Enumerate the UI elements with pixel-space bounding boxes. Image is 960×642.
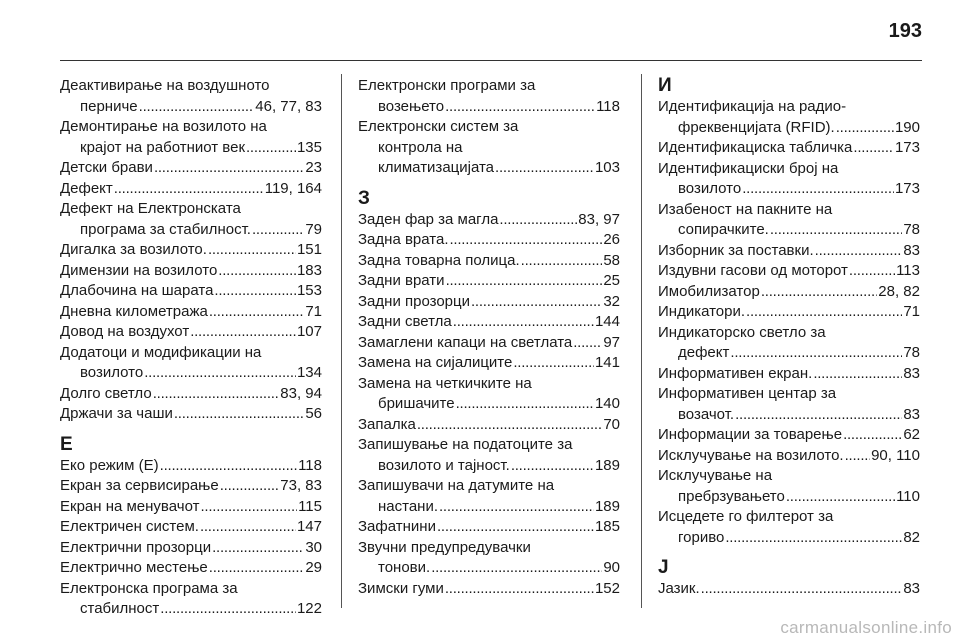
- dot-leader: [725, 528, 902, 549]
- index-entry-text: Длабочина на шарата: [60, 282, 214, 299]
- index-column-2: [358, 76, 620, 599]
- dot-leader: [511, 456, 594, 477]
- index-entry-last-line: [358, 230, 620, 251]
- dot-leader: [214, 281, 296, 302]
- index-entry: [358, 230, 620, 251]
- index-entry-text: гориво: [678, 528, 725, 546]
- index-entry-text: Идентификациска табличка: [658, 139, 853, 156]
- index-entry-text: крајот на работниот век: [80, 138, 245, 156]
- index-entry-text: Задна товарна полица.: [358, 251, 520, 269]
- dot-leader: [220, 476, 280, 497]
- index-page-ref: 113: [896, 262, 920, 279]
- index-entry: [60, 240, 322, 261]
- dot-leader: [813, 364, 902, 385]
- index-entry: [358, 292, 620, 313]
- index-entry-last-line: [60, 281, 322, 302]
- index-page-ref: 152: [594, 579, 620, 597]
- index-entry: [358, 76, 620, 117]
- index-page-ref: 71: [903, 303, 920, 320]
- dot-leader: [843, 425, 902, 446]
- index-entry-last-line: [60, 97, 322, 118]
- index-page-ref: 115: [298, 497, 322, 515]
- index-entry-text: пребрзувањето: [678, 487, 785, 505]
- index-page-ref: 23: [305, 159, 322, 176]
- index-entry-text: Задни врати: [358, 272, 445, 289]
- index-page-ref: 56: [305, 405, 322, 422]
- index-entry-text: Индикатори.: [658, 303, 746, 320]
- index-entry-last-line: [658, 220, 920, 241]
- index-entry-text: Издувни гасови од моторот: [658, 262, 848, 279]
- index-page-ref: 71: [305, 302, 322, 320]
- index-entry-last-line: [358, 415, 620, 436]
- dot-leader: [160, 456, 297, 477]
- index-page-ref: 83: [903, 580, 920, 597]
- dot-leader: [417, 415, 602, 436]
- index-entry: [658, 261, 920, 282]
- index-entry-text: Исклучување на: [658, 467, 773, 484]
- index-page-ref: 90: [603, 559, 620, 576]
- index-entry-last-line: [60, 384, 322, 405]
- index-entry-last-line: [60, 240, 322, 261]
- dot-leader: [190, 322, 296, 343]
- index-entry: [60, 302, 322, 323]
- index-entry-last-line: [60, 261, 322, 282]
- dot-leader: [815, 241, 903, 262]
- index-page-ref: 29: [305, 559, 322, 576]
- index-page-ref: 83: [903, 405, 920, 423]
- index-entry: [60, 117, 322, 158]
- index-entry-text: Зафатнини: [358, 518, 436, 535]
- index-entry-last-line: [60, 302, 322, 323]
- dot-leader: [445, 579, 594, 600]
- index-letter-heading: Е: [60, 433, 73, 455]
- index-entry-text: Исклучување на возилото.: [658, 446, 844, 464]
- index-page-ref: 118: [596, 97, 620, 115]
- index-letter-heading: И: [658, 75, 672, 96]
- index-entry-text: возачот.: [678, 405, 735, 423]
- index-entry: [60, 199, 322, 240]
- index-entry-text: Електрични прозорци: [60, 538, 212, 556]
- index-entry-text: Димензии на возилото: [60, 261, 218, 279]
- index-entry-text: Задни прозорци: [358, 292, 470, 310]
- index-entry-text: Информативен центар за: [658, 385, 837, 402]
- index-entry-text: Електрично местење: [60, 559, 208, 576]
- dot-leader: [200, 517, 296, 538]
- index-entry-text: Електронски систем за: [358, 118, 519, 135]
- dot-leader: [499, 210, 577, 231]
- index-entry-last-line: [358, 210, 620, 231]
- dot-leader: [208, 240, 296, 261]
- dot-leader: [446, 271, 603, 292]
- index-entry-text: фреквенцијата (RFID).: [678, 118, 835, 136]
- index-entry: [60, 456, 322, 477]
- index-entry-last-line: [358, 558, 620, 579]
- index-entry-text: Запалка: [358, 415, 416, 433]
- dot-leader: [445, 97, 595, 118]
- index-entry-text: тонови.: [378, 559, 431, 576]
- index-entry-last-line: [658, 138, 920, 159]
- index-entry: [658, 384, 920, 425]
- index-entry-text: Запишување на податоците за: [358, 436, 573, 453]
- dot-leader: [114, 179, 264, 200]
- watermark: carmanualsonline.info: [780, 618, 952, 637]
- index-entry: [358, 117, 620, 179]
- index-entry: [658, 200, 920, 241]
- index-entry-text: Електронски програми за: [358, 77, 536, 94]
- index-letter-heading: З: [358, 187, 370, 209]
- index-entry-text: Изборник за поставки.: [658, 241, 814, 259]
- index-page-ref: 153: [296, 282, 322, 299]
- dot-leader: [431, 558, 602, 579]
- index-entry-last-line: [60, 363, 322, 384]
- column-divider: [641, 74, 642, 608]
- index-page-ref: 144: [594, 313, 620, 330]
- dot-leader: [252, 220, 304, 241]
- index-entry: [658, 97, 920, 138]
- index-entry-last-line: [658, 343, 920, 364]
- index-entry: [60, 579, 322, 620]
- dot-leader: [735, 405, 902, 426]
- index-entry: [658, 579, 920, 600]
- index-page-ref: 46, 77, 83: [255, 97, 322, 115]
- index-entry: [358, 333, 620, 354]
- index-entry: [60, 179, 322, 200]
- index-entry-text: Дефект: [60, 179, 113, 197]
- index-entry: [60, 158, 322, 179]
- index-entry: [60, 384, 322, 405]
- index-entry: [658, 364, 920, 385]
- dot-leader: [513, 353, 594, 374]
- index-entry-text: Дефект на Електронската: [60, 200, 241, 217]
- index-entry-last-line: [358, 579, 620, 600]
- index-entry: [358, 374, 620, 415]
- index-entry-last-line: [658, 118, 920, 139]
- index-entry-last-line: [60, 220, 322, 241]
- index-entry-text: Демонтирање на возилото на: [60, 118, 267, 135]
- dot-leader: [742, 179, 894, 200]
- dot-leader: [449, 230, 602, 251]
- index-entry-text: стабилност: [80, 600, 160, 617]
- index-page-ref: 83: [903, 364, 920, 382]
- index-entry-last-line: [658, 179, 920, 200]
- index-entry-last-line: [358, 394, 620, 415]
- dot-leader: [495, 158, 594, 179]
- index-entry-last-line: [658, 241, 920, 262]
- dot-leader: [849, 261, 895, 282]
- index-page-ref: 173: [894, 139, 920, 156]
- dot-leader: [139, 97, 255, 118]
- dot-leader: [246, 138, 296, 159]
- index-page-ref: 30: [305, 538, 322, 556]
- index-entry: [60, 476, 322, 497]
- index-entry-last-line: [60, 138, 322, 159]
- index-page-ref: 90, 110: [871, 446, 920, 464]
- index-entry: [658, 302, 920, 323]
- index-entry-text: Дневна километража: [60, 302, 208, 320]
- index-entry-last-line: [60, 599, 322, 620]
- index-page-ref: 28, 82: [878, 282, 920, 300]
- index-page-ref: 122: [296, 600, 322, 617]
- index-entry: [658, 466, 920, 507]
- index-column-3: [658, 76, 920, 600]
- index-page-ref: 134: [296, 364, 322, 381]
- index-entry-text: дефект: [678, 344, 730, 361]
- index-entry-last-line: [358, 158, 620, 179]
- index-page-ref: 62: [903, 426, 920, 443]
- index-entry-last-line: [358, 312, 620, 333]
- index-entry-text: Дигалка за возилото.: [60, 241, 207, 258]
- dot-leader: [761, 282, 877, 303]
- index-entry-text: Екран на менувачот: [60, 497, 200, 515]
- index-page-ref: 107: [296, 323, 322, 340]
- index-entry-text: Звучни предупредувачки: [358, 538, 531, 556]
- index-entry-text: Информации за товарење: [658, 426, 843, 443]
- index-entry-text: Деактивирање на воздушното: [60, 77, 270, 94]
- index-entry: [60, 343, 322, 384]
- index-entry-last-line: [60, 158, 322, 179]
- index-entry-text: перниче: [80, 97, 138, 115]
- index-entry-text: сопирачките.: [678, 221, 769, 238]
- dot-leader: [456, 394, 594, 415]
- index-entry-text: програма за стабилност.: [80, 220, 251, 238]
- index-entry-last-line: [358, 97, 620, 118]
- index-entry: [60, 538, 322, 559]
- index-entry-text: Индикаторско светло за: [658, 323, 826, 341]
- header-rule: [60, 60, 922, 61]
- index-entry: [658, 425, 920, 446]
- index-entry-text: Долго светло: [60, 384, 152, 402]
- dot-leader: [786, 487, 895, 508]
- dot-leader: [212, 538, 304, 559]
- index-entry-text: Задни светла: [358, 313, 452, 330]
- index-entry-text: бришачите: [378, 395, 455, 412]
- index-entry: [358, 517, 620, 538]
- index-entry-text: возилото и тајност.: [378, 456, 510, 474]
- index-entry-last-line: [358, 292, 620, 313]
- dot-leader: [730, 343, 902, 364]
- dot-leader: [218, 261, 296, 282]
- index-entry-text: Екран за сервисирање: [60, 477, 219, 494]
- index-page-ref: 118: [298, 456, 322, 474]
- index-entry-text: Еко режим (E): [60, 456, 159, 474]
- dot-leader: [154, 158, 304, 179]
- index-entry-last-line: [358, 456, 620, 477]
- index-page-ref: 32: [603, 292, 620, 310]
- index-entry-last-line: [60, 179, 322, 200]
- dot-leader: [437, 517, 594, 538]
- index-entry: [358, 435, 620, 476]
- index-entry: [358, 476, 620, 517]
- index-entry-text: возилото: [80, 364, 144, 381]
- column-divider: [341, 74, 342, 608]
- dot-leader: [471, 292, 602, 313]
- index-page-ref: 70: [603, 415, 620, 433]
- index-entry-last-line: [60, 497, 322, 518]
- index-entry-text: Електричен систем.: [60, 518, 199, 535]
- index-entry-last-line: [60, 558, 322, 579]
- index-page-ref: 82: [903, 528, 920, 546]
- dot-leader: [209, 302, 304, 323]
- index-entry: [60, 76, 322, 117]
- index-entry: [658, 507, 920, 548]
- index-entry: [60, 558, 322, 579]
- index-column-1: [60, 76, 322, 620]
- dot-leader: [746, 302, 902, 323]
- index-entry: [658, 159, 920, 200]
- index-entry-text: Идентификација на радио-: [658, 98, 847, 115]
- dot-leader: [144, 363, 296, 384]
- index-entry-last-line: [658, 302, 920, 323]
- index-page-ref: 135: [296, 138, 322, 156]
- index-entry-text: Изабеност на пакните на: [658, 200, 833, 218]
- index-entry: [358, 353, 620, 374]
- index-entry: [358, 538, 620, 579]
- index-entry-last-line: [358, 271, 620, 292]
- index-entry-text: Детски брави: [60, 159, 153, 176]
- index-entry-text: Зимски гуми: [358, 579, 444, 597]
- index-page-ref: 78: [903, 344, 920, 361]
- index-entry-text: Запишувачи на датумите на: [358, 477, 555, 494]
- index-entry-last-line: [658, 446, 920, 467]
- index-entry-text: возењето: [378, 97, 445, 115]
- index-entry-text: Задна врата.: [358, 231, 449, 248]
- index-entry-last-line: [658, 487, 920, 508]
- index-entry-text: Имобилизатор: [658, 282, 760, 300]
- index-entry: [60, 497, 322, 518]
- dot-leader: [174, 404, 304, 425]
- index-entry: [658, 446, 920, 467]
- index-entry: [358, 312, 620, 333]
- index-entry-text: контрола на: [378, 138, 463, 156]
- index-entry: [60, 281, 322, 302]
- dot-leader: [209, 558, 305, 579]
- index-entry-text: Заден фар за магла: [358, 210, 499, 228]
- index-entry: [658, 138, 920, 159]
- dot-leader: [770, 220, 902, 241]
- index-entry-last-line: [358, 497, 620, 518]
- index-page-ref: 141: [594, 354, 620, 371]
- index-page-ref: 78: [903, 221, 920, 238]
- dot-leader: [453, 312, 594, 333]
- index-page-ref: 83, 94: [280, 384, 322, 402]
- index-entry-text: Држачи за чаши: [60, 405, 173, 422]
- index-page-ref: 119, 164: [264, 179, 322, 197]
- index-entry: [358, 415, 620, 436]
- index-page-ref: 140: [594, 395, 620, 412]
- index-page-ref: 103: [594, 159, 620, 176]
- index-entry-last-line: [658, 425, 920, 446]
- index-entry-last-line: [60, 456, 322, 477]
- index-page-ref: 73, 83: [280, 477, 322, 494]
- index-letter-heading: Ј: [658, 557, 669, 578]
- index-page-ref: 173: [894, 180, 920, 197]
- index-entry-last-line: [60, 517, 322, 538]
- dot-leader: [573, 333, 602, 354]
- index-entry: [658, 282, 920, 303]
- index-page-ref: 189: [594, 456, 620, 474]
- dot-leader: [853, 138, 894, 159]
- index-entry-last-line: [358, 333, 620, 354]
- index-page-ref: 58: [603, 251, 620, 269]
- index-entry-text: Информативен екран.: [658, 364, 813, 382]
- dot-leader: [521, 251, 603, 272]
- index-entry-text: настани.: [378, 497, 438, 515]
- index-page-ref: 83, 97: [578, 210, 620, 228]
- index-page-ref: 147: [296, 518, 322, 535]
- index-entry-last-line: [60, 538, 322, 559]
- index-entry-last-line: [658, 364, 920, 385]
- index-entry: [358, 210, 620, 231]
- index-entry-last-line: [658, 528, 920, 549]
- index-entry: [358, 271, 620, 292]
- index-entry: [358, 579, 620, 600]
- index-entry-last-line: [358, 353, 620, 374]
- index-entry-last-line: [60, 404, 322, 425]
- index-entry-last-line: [358, 251, 620, 272]
- index-entry-text: Исцедете го филтерот за: [658, 508, 834, 525]
- index-entry-last-line: [658, 282, 920, 303]
- index-page-ref: 190: [894, 118, 920, 136]
- index-page-ref: 185: [594, 518, 620, 535]
- index-entry-text: Јазик.: [658, 580, 700, 597]
- index-entry: [358, 251, 620, 272]
- index-entry-text: Идентификациски број на: [658, 159, 839, 177]
- index-entry: [658, 241, 920, 262]
- index-page-ref: 183: [296, 261, 322, 279]
- index-page-ref: 25: [603, 272, 620, 289]
- index-entry-last-line: [658, 261, 920, 282]
- index-entry: [60, 404, 322, 425]
- page-number: 193: [888, 20, 922, 42]
- dot-leader: [200, 497, 297, 518]
- index-page-ref: 97: [603, 333, 620, 351]
- dot-leader: [701, 579, 903, 600]
- index-entry-last-line: [60, 476, 322, 497]
- index-entry-text: Замаглени капаци на светлата: [358, 333, 573, 351]
- dot-leader: [845, 446, 870, 467]
- index-entry-text: Замена на сијалиците: [358, 354, 513, 371]
- index-page-ref: 110: [896, 487, 920, 505]
- index-entry-last-line: [60, 322, 322, 343]
- index-entry-last-line: [658, 405, 920, 426]
- index-entry-text: Замена на четкичките на: [358, 374, 532, 392]
- index-entry-text: Довод на воздухот: [60, 323, 190, 340]
- dot-leader: [836, 118, 894, 139]
- index-page-ref: 151: [296, 241, 322, 258]
- index-entry-text: Електронска програма за: [60, 579, 238, 597]
- index-page-ref: 189: [594, 497, 620, 515]
- dot-leader: [153, 384, 280, 405]
- index-entry-text: климатизацијата: [378, 159, 495, 176]
- index-entry-text: Додатоци и модификации на: [60, 343, 262, 361]
- index-entry: [658, 323, 920, 364]
- index-page-ref: 83: [903, 241, 920, 259]
- index-page-ref: 26: [603, 231, 620, 248]
- index-entry: [60, 261, 322, 282]
- dot-leader: [160, 599, 296, 620]
- index-entry-last-line: [658, 579, 920, 600]
- index-entry: [60, 517, 322, 538]
- dot-leader: [439, 497, 594, 518]
- index-entry-last-line: [358, 517, 620, 538]
- index-page-ref: 79: [305, 220, 322, 238]
- index-entry-text: возилото: [678, 180, 742, 197]
- index-entry: [60, 322, 322, 343]
